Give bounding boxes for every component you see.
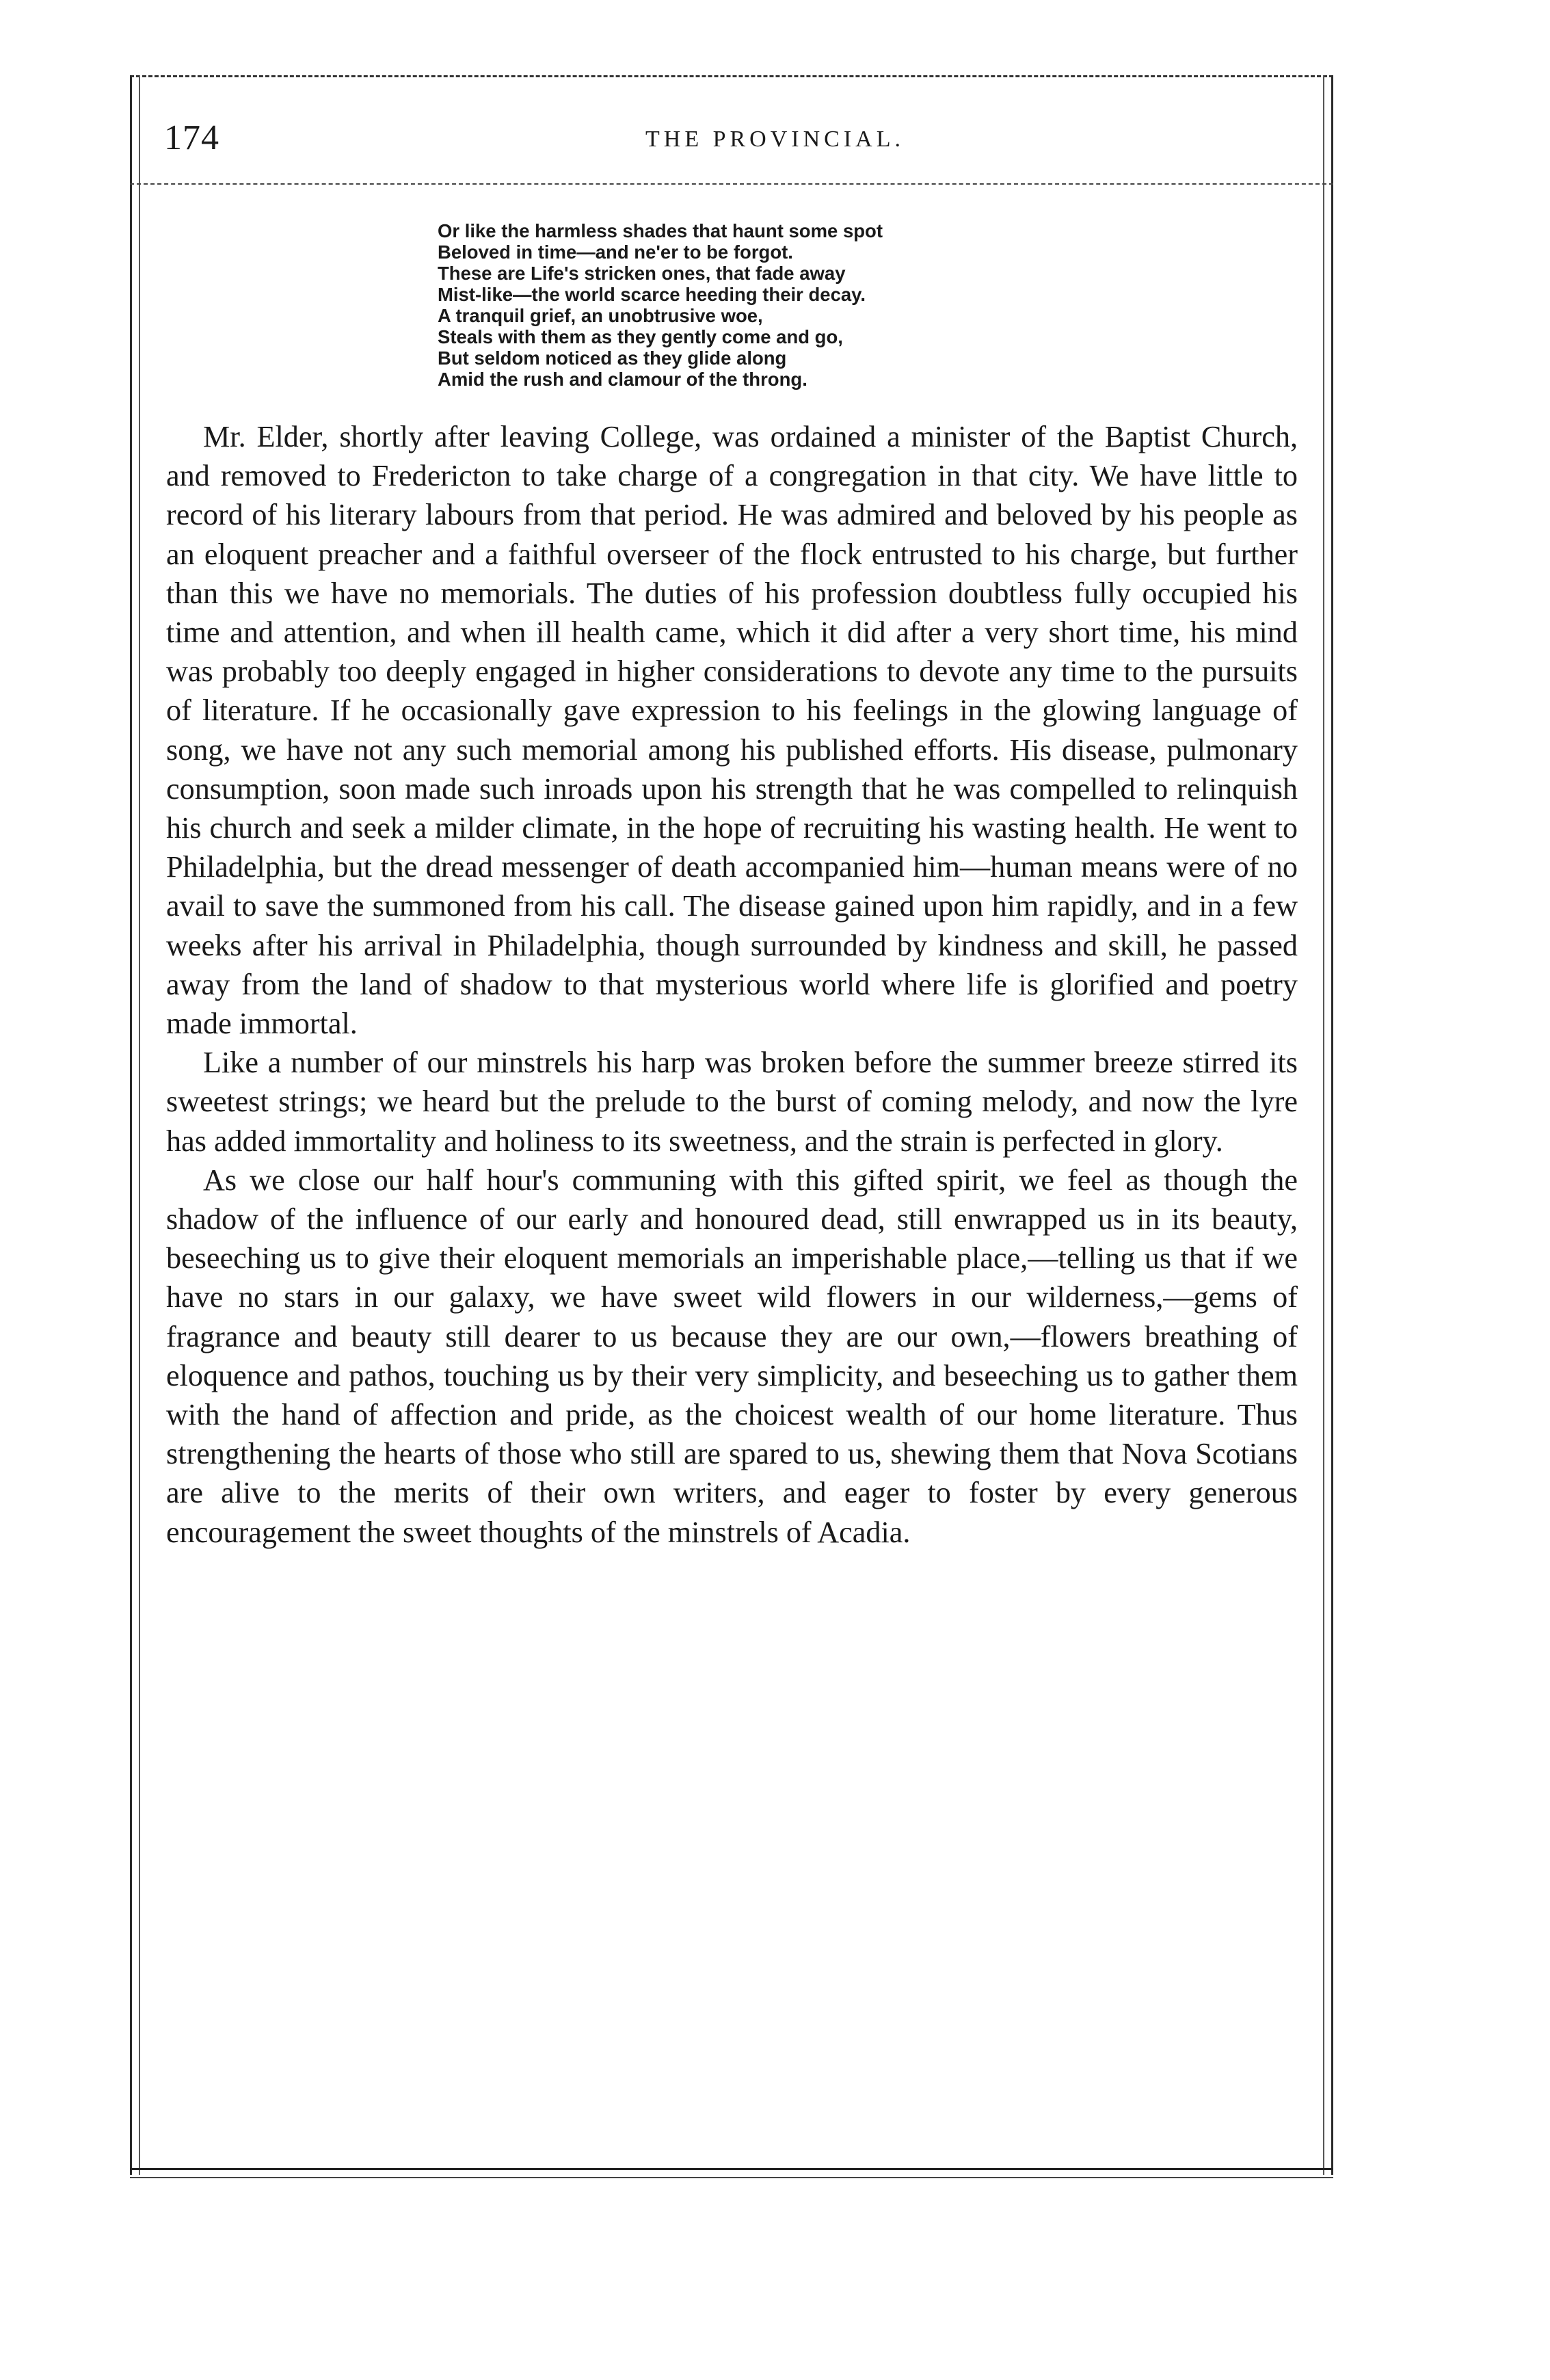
poem-line: Amid the rush and clamour of the throng. [438,369,807,390]
paragraph: Like a number of our minstrels his harp was broken before the summer breeze stirred its sweetest strings; we heard but the prelude to the burst of coming melody, and now the lyre has added immortality and holiness to its sweetness, and the strain is perfected in glory. [166,1046,1298,1158]
poem-line: A tranquil grief, an unobtrusive woe, [438,305,763,326]
poem-line: Steals with them as they gently come and go, [438,326,843,347]
bottom-border-rule [130,2168,1333,2178]
page-number: 174 [164,118,219,157]
paragraph: Mr. Elder, shortly after leaving College, was ordained a minister of the Baptist Church, and removed to Fredericton to take charge of a congregation in that city. We have little to record of his literary labours from that period. He was admired and beloved by his people as an eloquent preacher and a faithful overseer of the flock entrusted to his charge, but further than this we have no memorials. The duties of his profession doubtless fully occupied his time and attention, and when ill health came, which it did after a very short time, his mind was probably too deeply engaged in higher considerations to devote any time to the pursuits of literature. If he occasionally gave expression to his feelings in the glowing language of song, we have not any such memorial among his published efforts. His disease, pulmonary consumption, soon made such inroads upon his strength that he was compelled to relinquish his church and seek a milder climate, in the hope of recruiting his wasting health. He went to Philadelphia, but the dread messenger of death accompanied him—human means were of no avail to save the summoned from his call. The disease gained upon him rapidly, and in a few weeks after his arrival in Philadelphia, though surrounded by kindness and skill, he passed away from the land of shadow to that mysterious world where life is glorified and poetry made immortal. [166,420,1298,1041]
poem-stanza [438,220,1121,390]
header-rule [130,183,1333,185]
running-head: THE PROVINCIAL. [645,127,905,152]
paragraph: As we close our half hour's communing with this gifted spirit, we feel as though the shadow of the influence of our early and honoured dead, still enwrapped us in its beauty, beseeching us to give their eloquent memorials an imperishable place,—telling us that if we have no stars in our galaxy, we have sweet wild flowers in our wilderness,—gems of fragrance and beauty still dearer to us because they are our own,—flowers breathing of eloquence and pathos, touching us by their very simplicity, and beseeching us to gather them with the hand of affection and pride, as the choicest wealth of our home literature. Thus strengthening the hearts of those who still are spared to us, shewing them that Nova Scotians are alive to the merits of their own writers, and eager to foster by every generous encouragement the sweet thoughts of the minstrels of Acadia. [166,1163,1298,1549]
poem-line: Mist-like—the world scarce heeding their decay. [438,284,866,305]
poem-line: Beloved in time—and ne'er to be forgot. [438,241,793,263]
article-body [166,417,1298,1552]
poem-line: But seldom noticed as they glide along [438,347,787,369]
poem-line: These are Life's stricken ones, that fade away [438,263,846,284]
poem-line: Or like the harmless shades that haunt some spot [438,220,883,241]
